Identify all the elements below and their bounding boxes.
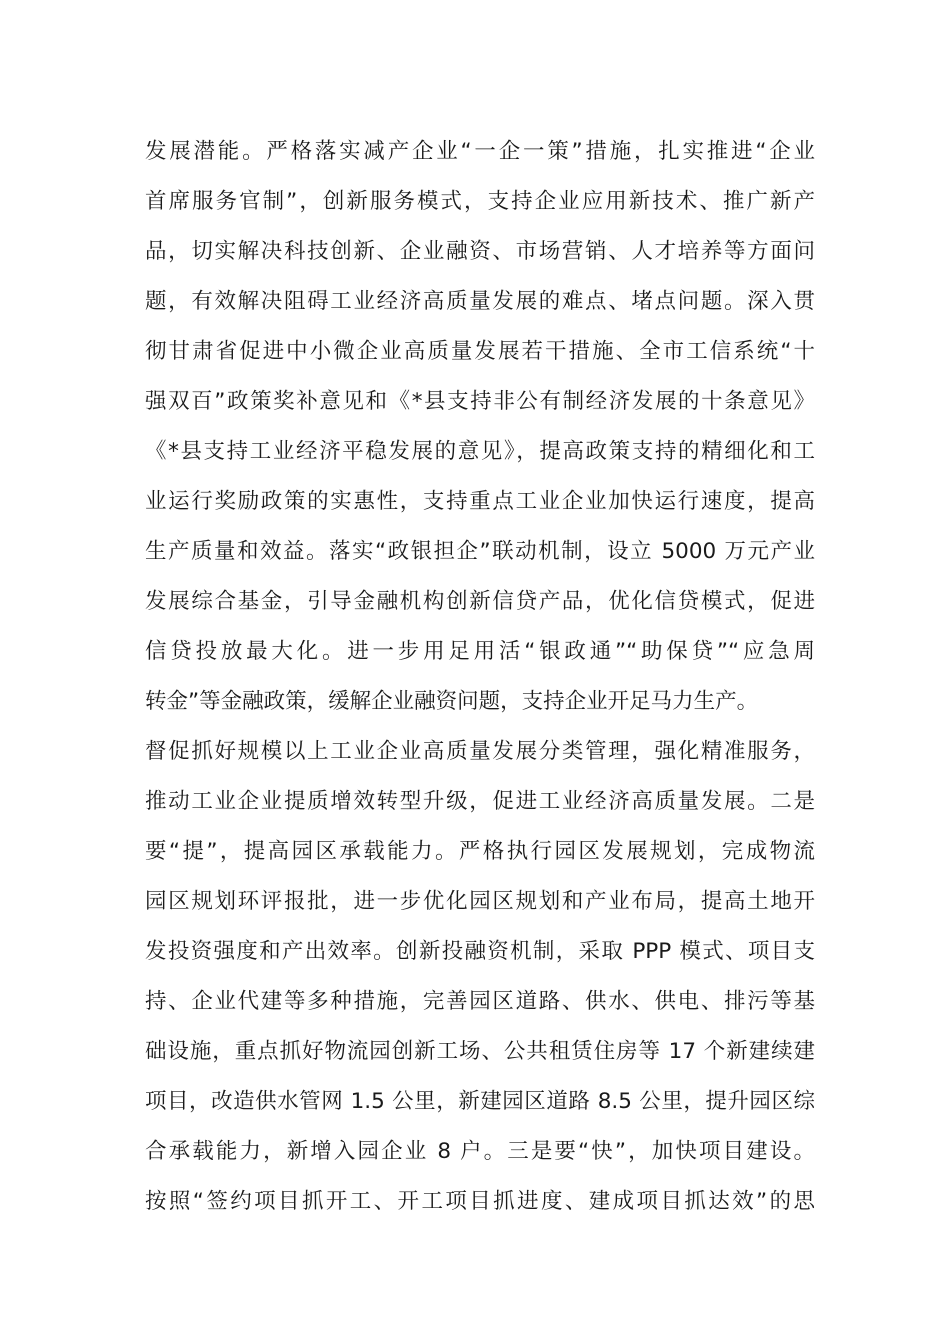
text-line: 发展潜能。严格落实减产企业“一企一策”措施，扎实推进“企业 [145,139,815,164]
text-line: 信贷投放最大化。进一步用足用活“银政通”“助保贷”“应急周 [145,639,815,664]
text-line: 首席服务官制”，创新服务模式，支持企业应用新技术、推广新产 [145,189,815,214]
text-line: 础设施，重点抓好物流园创新工场、公共租赁住房等 17 个新建续建 [145,1039,815,1064]
text-line: 推动工业企业提质增效转型升级，促进工业经济高质量发展。二是 [145,789,815,814]
text-line: 强双百”政策奖补意见和《*县支持非公有制经济发展的十条意见》 [145,389,815,414]
body-text [145,127,815,1227]
text-line: 转金”等金融政策，缓解企业融资问题，支持企业开足马力生产。 [145,689,759,714]
text-line: 园区规划环评报批，进一步优化园区规划和产业布局，提高土地开 [145,889,815,914]
text-line: 合承载能力，新增入园企业 8 户。三是要“快”，加快项目建设。 [145,1139,815,1164]
text-line: 业运行奖励政策的实惠性，支持重点工业企业加快运行速度，提高 [145,489,815,514]
text-line: 项目，改造供水管网 1.5 公里，新建园区道路 8.5 公里，提升园区综 [145,1089,815,1114]
text-line: 要“提”，提高园区承载能力。严格执行园区发展规划，完成物流 [145,839,815,864]
text-line: 《*县支持工业经济平稳发展的意见》，提高政策支持的精细化和工 [145,439,815,464]
text-line: 发投资强度和产出效率。创新投融资机制，采取 PPP 模式、项目支 [145,939,815,964]
text-line: 按照“签约项目抓开工、开工项目抓进度、建成项目抓达效”的思 [145,1189,815,1214]
text-line: 题，有效解决阻碍工业经济高质量发展的难点、堵点问题。深入贯 [145,289,815,314]
text-line: 品，切实解决科技创新、企业融资、市场营销、人才培养等方面问 [145,239,815,264]
text-line: 督促抓好规模以上工业企业高质量发展分类管理，强化精准服务， [145,739,815,764]
text-line: 发展综合基金，引导金融机构创新信贷产品，优化信贷模式，促进 [145,589,815,614]
text-line: 生产质量和效益。落实“政银担企”联动机制，设立 5000 万元产业 [145,539,815,564]
text-line: 持、企业代建等多种措施，完善园区道路、供水、供电、排污等基 [145,989,815,1014]
text-line: 彻甘肃省促进中小微企业高质量发展若干措施、全市工信系统“十 [145,339,815,364]
